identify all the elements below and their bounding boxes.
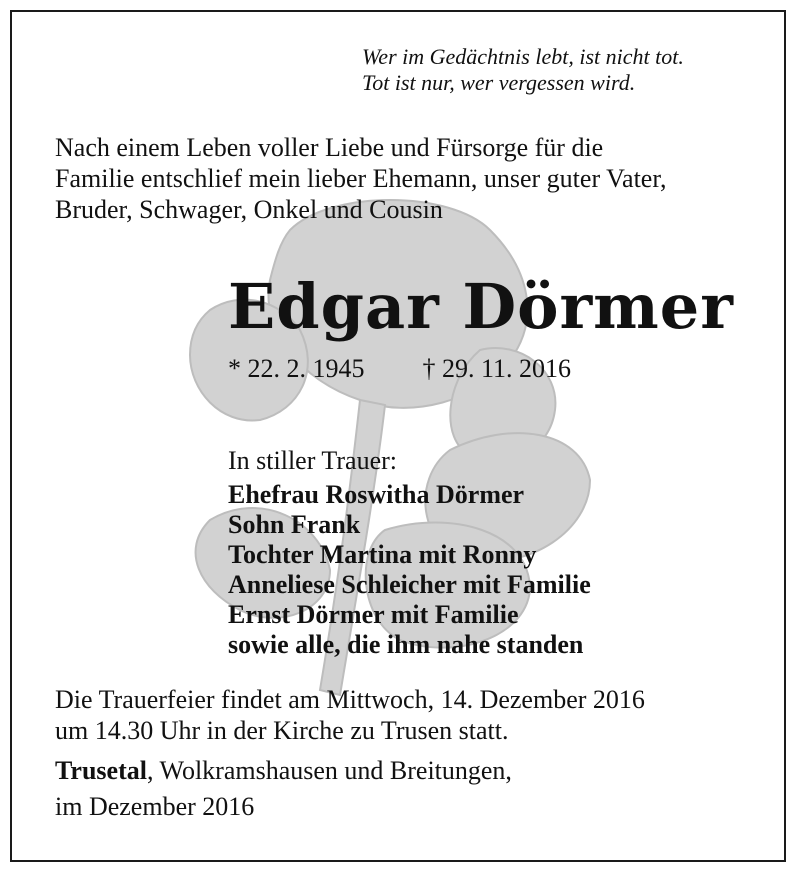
intro-line-3: Bruder, Schwager, Onkel und Cousin <box>55 195 443 224</box>
mourner-item: Ernst Dörmer mit Familie <box>228 600 519 629</box>
life-dates <box>228 354 571 384</box>
mourner-item: Tochter Martina mit Ronny <box>228 540 537 569</box>
mourner-item: Sohn Frank <box>228 510 361 539</box>
place-rest: , Wolkramshausen und Breitungen, <box>146 756 512 785</box>
funeral-notice <box>55 684 645 746</box>
place-line <box>55 756 512 786</box>
funeral-line-2: um 14.30 Uhr in der Kirche zu Trusen statt. <box>55 716 509 745</box>
death-date: † 29. 11. 2016 <box>422 354 572 383</box>
mourning-heading: In stiller Trauer: <box>228 446 397 475</box>
deceased-name: Edgar Dörmer <box>228 270 734 343</box>
place-town: Trusetal <box>55 756 147 785</box>
mourner-item: sowie alle, die ihm nahe standen <box>228 630 584 659</box>
mourner-item: Ehefrau Roswitha Dörmer <box>228 480 525 509</box>
mourners-list <box>228 480 591 660</box>
motto-line-2: Tot ist nur, wer vergessen wird. <box>362 70 636 95</box>
motto <box>362 44 684 96</box>
intro-text <box>55 132 755 225</box>
motto-line-1: Wer im Gedächtnis lebt, ist nicht tot. <box>362 44 684 69</box>
funeral-line-1: Die Trauerfeier findet am Mittwoch, 14. Dezember 2016 <box>55 685 645 714</box>
intro-line-2: Familie entschlief mein lieber Ehemann, unser guter Vater, <box>55 164 667 193</box>
date-line: im Dezember 2016 <box>55 792 255 821</box>
mourner-item: Anneliese Schleicher mit Familie <box>228 570 591 599</box>
intro-line-1: Nach einem Leben voller Liebe und Fürsorge für die <box>55 133 604 162</box>
birth-date: * 22. 2. 1945 <box>228 354 365 383</box>
